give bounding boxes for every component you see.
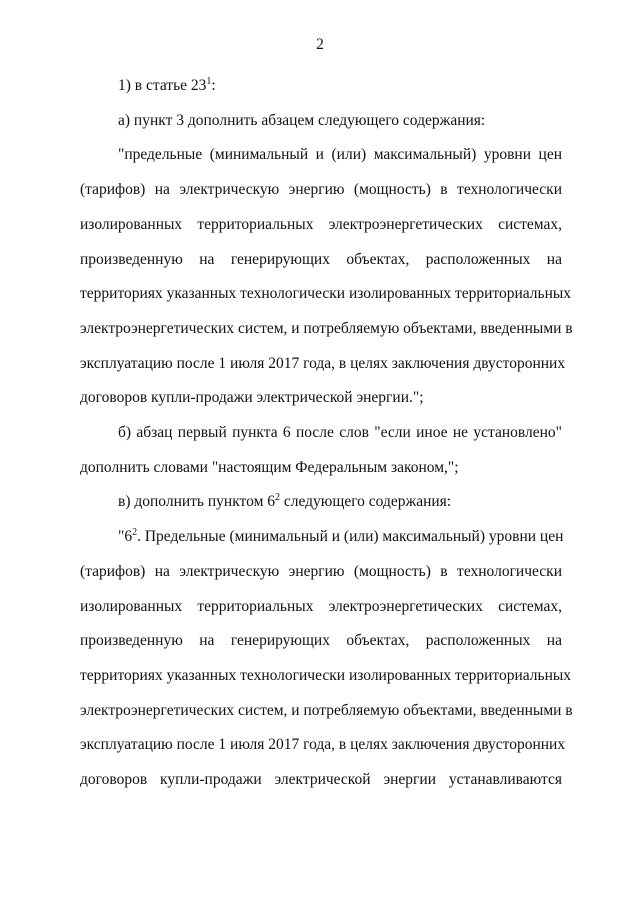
quote-1-line: произведенную на генерирующих объектах, расположенных на [80, 250, 562, 268]
quote-2-text: . Предельные (минимальный и (или) максимальный) уровни цен [137, 528, 564, 546]
quote-1-line: "предельные (минимальный и (или) максимальный) уровни цен [118, 146, 562, 164]
subitem-v-line [80, 485, 562, 520]
document-body [80, 69, 573, 798]
quote-2-line: эксплуатацию после 1 июля 2017 года, в целях заключения двусторонних [80, 736, 566, 754]
item-1-colon: : [211, 77, 216, 94]
quote-1-line: эксплуатацию после 1 июля 2017 года, в целях заключения двусторонних [80, 354, 566, 372]
item-1-line [80, 69, 562, 104]
quote-2 [80, 520, 573, 798]
subitem-b-line: дополнить словами "настоящим Федеральным законом,"; [80, 458, 459, 476]
subitem-v-text: в) дополнить пунктом 6 [118, 493, 275, 511]
quote-2-line: произведенную на генерирующих объектах, расположенных на [80, 632, 562, 650]
page-number: 2 [316, 36, 324, 53]
quote-2-line: территориях указанных технологически изолированных территориальных [80, 666, 572, 684]
quote-1-line: изолированных территориальных электроэнергетических системах, [80, 215, 562, 233]
subitem-v-suffix: следующего содержания: [280, 493, 452, 511]
quote-1 [80, 138, 573, 416]
quote-2-line: договоров купли-продажи электрической энергии устанавливаются [80, 771, 562, 789]
subitem-b-line: б) абзац первый пункта 6 после слов "если иное не установлено" [118, 424, 562, 442]
quote-2-line: электроэнергетических систем, и потребляемую объектами, введенными в [80, 701, 573, 719]
quote-1-line: (тарифов) на электрическую энергию (мощность) в технологически [80, 181, 562, 199]
item-1-text: 1) в статье 23 [118, 77, 207, 94]
subitem-b [80, 416, 562, 485]
quote-2-line [80, 520, 562, 555]
quote-1-line: территориях указанных технологически изолированных территориальных [80, 285, 572, 303]
subitem-a-line: а) пункт 3 дополнить абзацем следующего содержания: [118, 111, 486, 129]
quote-1-line: договоров купли-продажи электрической энергии."; [80, 389, 424, 407]
subitem-v-superscript: 2 [275, 492, 280, 504]
quote-2-line: (тарифов) на электрическую энергию (мощность) в технологически [80, 562, 562, 580]
item-1 [80, 69, 562, 104]
quote-2-line: изолированных территориальных электроэнергетических системах, [80, 597, 562, 615]
quote-1-line: электроэнергетических систем, и потребляемую объектами, введенными в [80, 319, 573, 337]
quote-2-number: "6 [118, 528, 133, 546]
subitem-a [80, 104, 562, 139]
subitem-v [80, 485, 562, 520]
item-1-superscript: 1 [206, 76, 212, 87]
quote-2-superscript: 2 [132, 527, 138, 539]
